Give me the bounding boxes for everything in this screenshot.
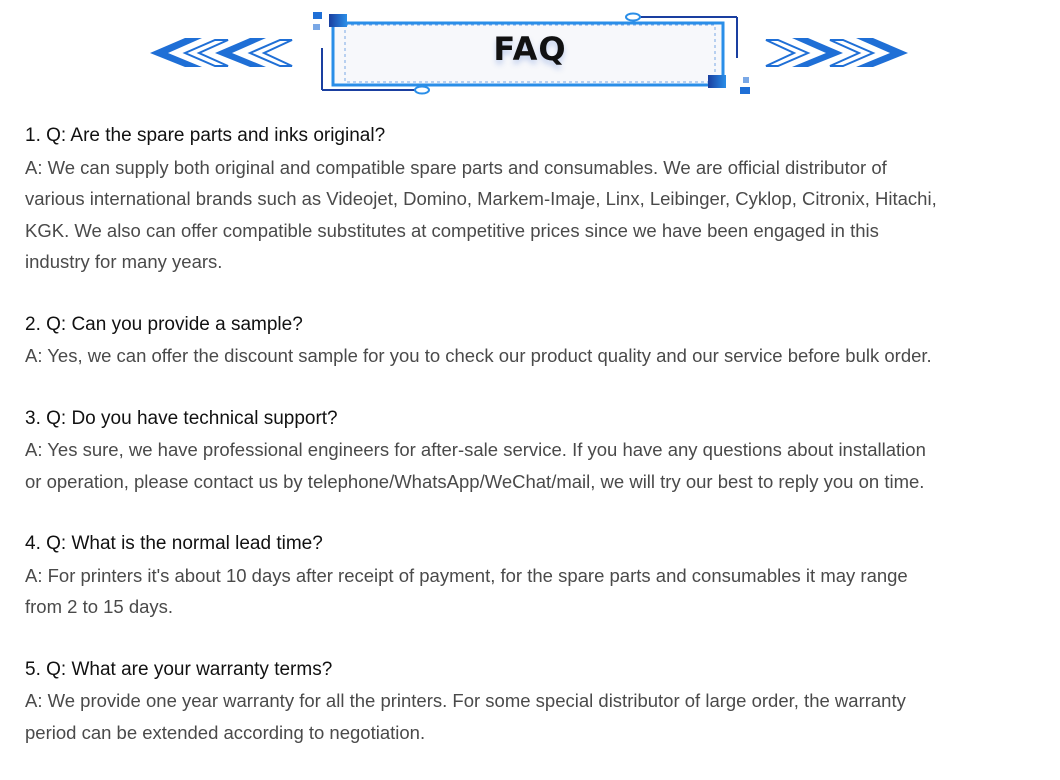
faq-answer-line: from 2 to 15 days. (25, 596, 174, 617)
faq-item (25, 120, 1055, 278)
faq-list (25, 120, 1055, 779)
faq-banner (0, 0, 1060, 100)
faq-item (25, 403, 1055, 498)
faq-item (25, 654, 1055, 749)
faq-answer-line: various international brands such as Videojet, Domino, Markem-Imaje, Linx, Leibinger, Cyklop, Citronix, Hitachi, (25, 188, 937, 209)
faq-answer-line: industry for many years. (25, 251, 223, 272)
faq-question: 2. Q: Can you provide a sample? (25, 313, 303, 335)
faq-item (25, 309, 1055, 372)
faq-question: 4. Q: What is the normal lead time? (25, 533, 323, 554)
right-chevrons-icon (766, 38, 908, 67)
faq-question: 1. Q: Are the spare parts and inks original? (25, 125, 386, 146)
page-title: FAQ (493, 30, 567, 68)
faq-question: 3. Q: Do you have technical support? (25, 407, 338, 429)
faq-item (25, 528, 1055, 623)
faq-answer-line: period can be extended according to negotiation. (25, 721, 426, 743)
faq-answer-line: A: Yes, we can offer the discount sample for you to check our product quality and our service before bulk order. (25, 345, 932, 366)
faq-answer-line: A: We provide one year warranty for all the printers. For some special distributor of large order, the warranty (25, 690, 906, 711)
faq-question: 5. Q: What are your warranty terms? (25, 658, 333, 680)
faq-answer-line: KGK. We also can offer compatible substitutes at competitive prices since we have been engaged in this (25, 219, 879, 241)
faq-answer-line: A: For printers it's about 10 days after receipt of payment, for the spare parts and consumables it may range (25, 564, 908, 586)
faq-answer-line: or operation, please contact us by telephone/WhatsApp/WeChat/mail, we will try our best to reply you on time. (25, 470, 925, 492)
faq-answer-line: A: Yes sure, we have professional engineers for after-sale service. If you have any questions about installation (25, 439, 926, 460)
faq-answer-line: A: We can supply both original and compatible spare parts and consumables. We are official distributor of (25, 156, 887, 178)
left-chevrons-icon (150, 38, 292, 67)
